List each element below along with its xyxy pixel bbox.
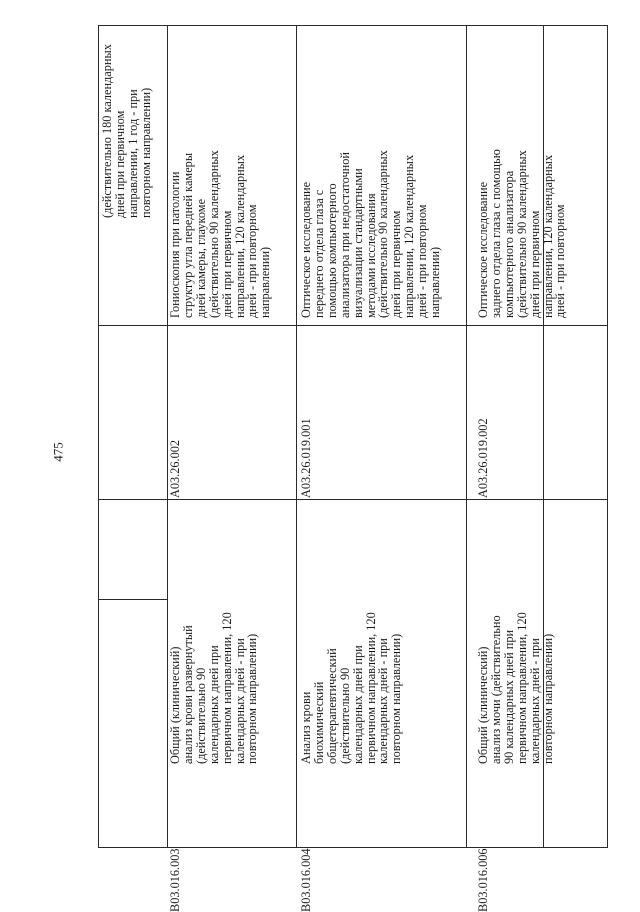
services-table <box>98 25 608 912</box>
lab-name: Общий (клинический) анализ мочи (действительно 90 календарных дней при первичном направлении, 120 календарных дней - при повторном направлении) <box>476 612 555 764</box>
lab-name: Анализ крови биохимический общетерапевтический (действительно 90 календарных дней при первичном направлении, 120 календарных дней - при повторном направлении) <box>299 612 404 764</box>
lab-code: В03.016.006 <box>476 848 490 912</box>
row-divider <box>99 499 607 500</box>
row-divider-partial <box>99 599 167 600</box>
exam-code: А03.26.002 <box>168 439 182 498</box>
exam-name: Оптическое исследование заднего отдела глаза с помощью компьютерного анализатора (действительно 90 календарных дней при первичном направлении, 120 календарных дней - при повторном <box>476 149 568 318</box>
continuation-text: (действительно 180 календарных дней при первичном направлении, 1 год - при повторном направлении) <box>100 44 153 218</box>
page-number: 475 <box>50 442 66 462</box>
lab-code: В03.016.004 <box>299 848 313 912</box>
exam-code: А03.26.019.001 <box>299 418 313 498</box>
exam-name: Гониоскопия при патологии структур угла передней камеры дней камеры, глаукоме (действительно 90 календарных дней при первичном направлении, 120 календарных дней - при повторном направлении) <box>168 150 273 318</box>
column-divider <box>296 26 297 847</box>
lab-name: Общий (клинический) анализ крови развернутый (действительно 90 календарных дней при первичном направлении, 120 календарных дней - при повторном направлении) <box>168 612 260 764</box>
lab-code: В03.016.003 <box>168 848 182 912</box>
column-divider <box>466 26 467 847</box>
row-divider <box>99 325 607 326</box>
exam-name: Оптическое исследование переднего отдела глаза с помощью компьютерного анализатора при недостаточной визуализации стандартными методами исследования (действительно 90 календарных дней при первичном направлении, 120 календарных дней - при повторном направлении) <box>299 150 443 318</box>
exam-code: А03.26.019.002 <box>476 418 490 498</box>
